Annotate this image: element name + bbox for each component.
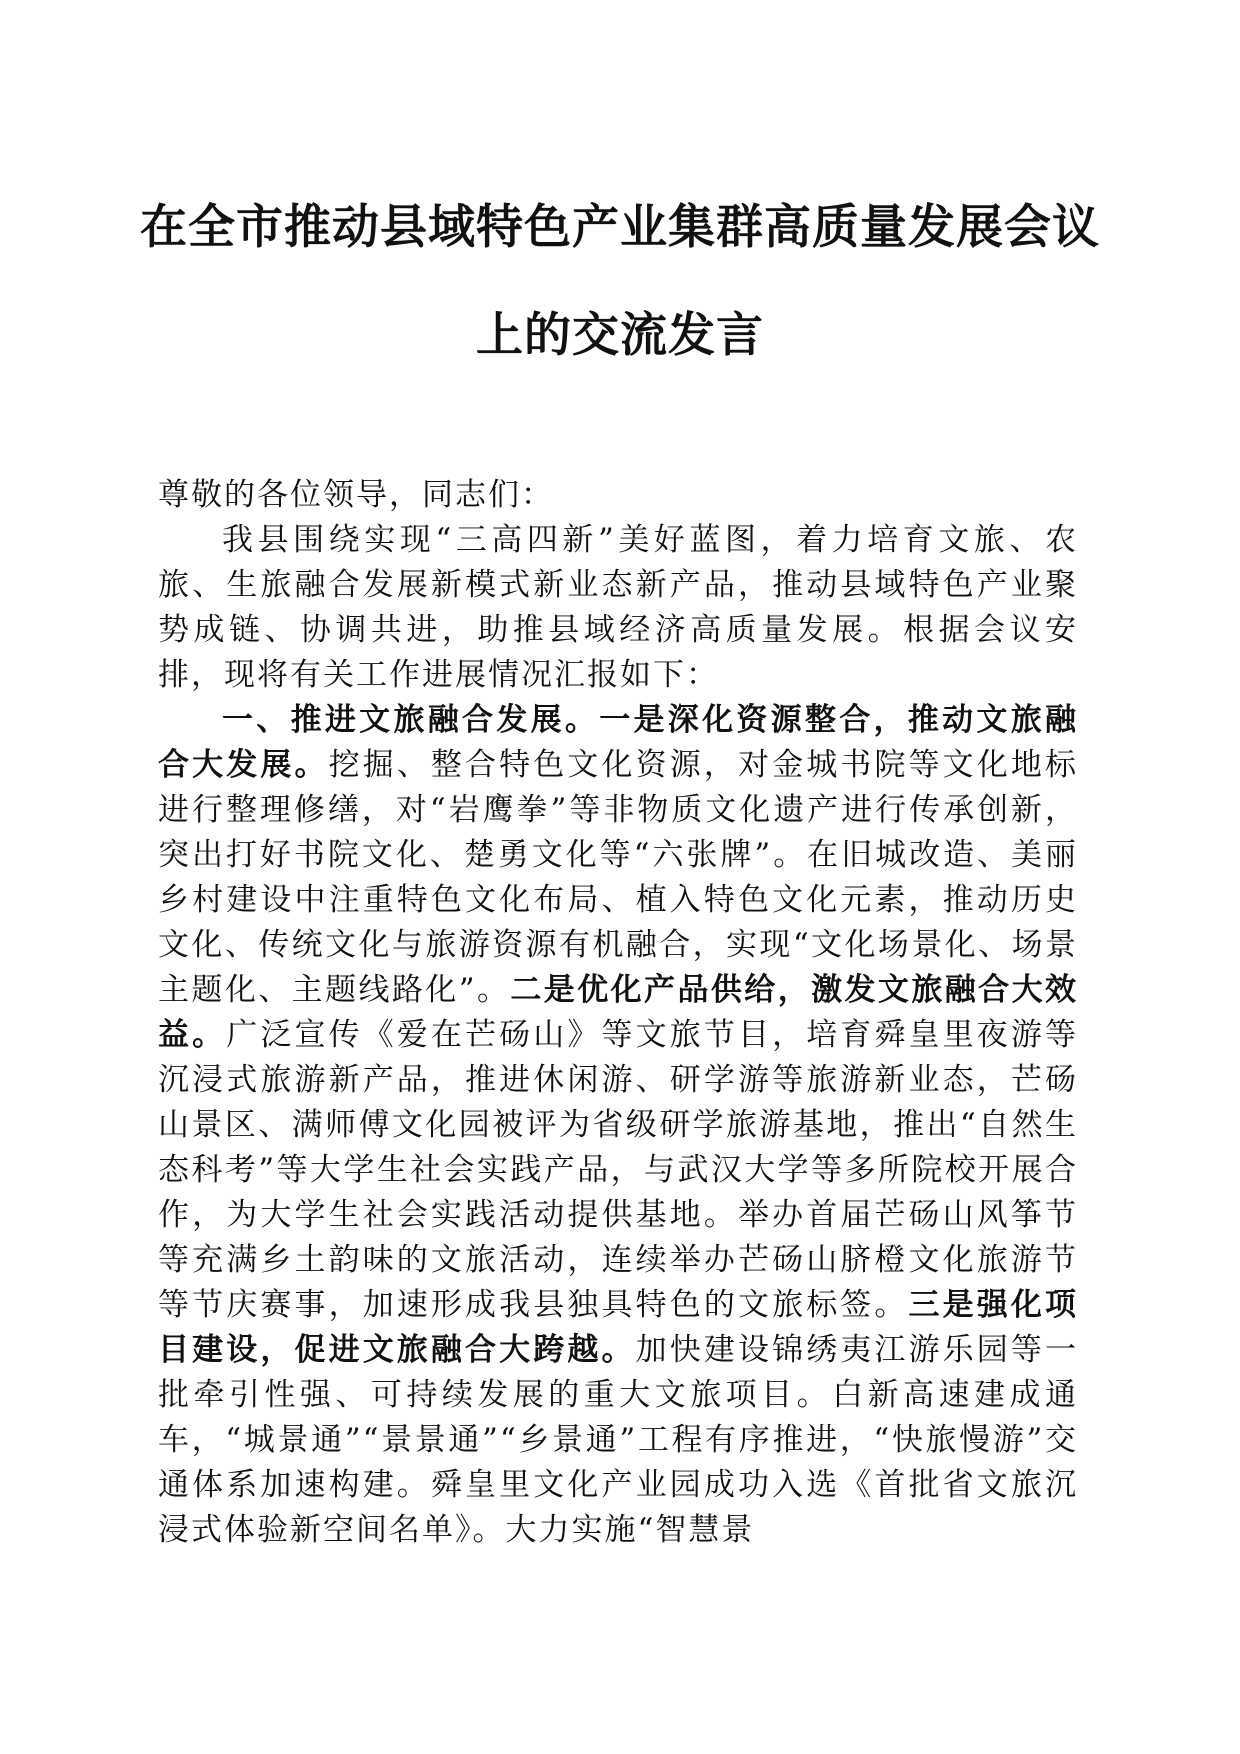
point-2-heading: 二是优化产品供给，激发文旅融合大效益。 [158, 972, 1078, 1053]
document-title-line-1: 在全市推动县域特色产业集群高质量发展会议 [140, 200, 1100, 255]
point-1-heading: 一是深化资源整合，推动文旅融合大发展。 [158, 702, 1079, 783]
document-body [158, 473, 1078, 1553]
salutation: 尊敬的各位领导，同志们： [158, 477, 554, 513]
point-3-heading: 三是强化项目建设，促进文旅融合大跨越。 [158, 1287, 1079, 1368]
point-2-text: 广泛宣传《爱在芒砀山》等文旅节目，培育舜皇里夜游等沉浸式旅游新产品，推进休闲游、研学游等旅游新业态，芒砀山景区、满师傅文化园被评为省级研学旅游基地，推出“自然生态科考”等大学生社会实践产品，与武汉大学等多所院校开展合作，为大学生社会实践活动提供基地。举办首届芒砀山风筝节等充满乡土韵味的文旅活动，连续举办芒砀山脐橙文化旅游节等节庆赛事，加速形成我县独具特色的文旅标签。 [158, 1017, 1079, 1323]
document-title-line-2: 上的交流发言 [476, 308, 764, 363]
section-1-heading: 一、推进文旅融合发展。 [222, 702, 600, 738]
intro-paragraph: 我县围绕实现“三高四新”美好蓝图，着力培育文旅、农旅、生旅融合发展新模式新业态新产品，推动县域特色产业聚势成链、协调共进，助推县域经济高质量发展。根据会议安排，现将有关工作进展情况汇报如下： [158, 522, 1078, 693]
point-3-text: 加快建设锦绣夷江游乐园等一批牵引性强、可持续发展的重大文旅项目。白新高速建成通车，“城景通”“景景通”“乡景通”工程有序推进，“快旅慢游”交通体系加速构建。舜皇里文化产业园成功入选《首批省文旅沉浸式体验新空间名单》。大力实施“智慧景 [158, 1332, 1079, 1548]
point-1-text: 挖掘、整合特色文化资源，对金城书院等文化地标进行整理修缮，对“岩鹰拳”等非物质文化遗产进行传承创新，突出打好书院文化、楚勇文化等“六张牌”。在旧城改造、美丽乡村建设中注重特色文化布局、植入特色文化元素，推动历史文化、传统文化与旅游资源有机融合，实现“文化场景化、场景主题化、主题线路化”。 [158, 747, 1078, 1008]
section-1-paragraph [158, 698, 1078, 1553]
